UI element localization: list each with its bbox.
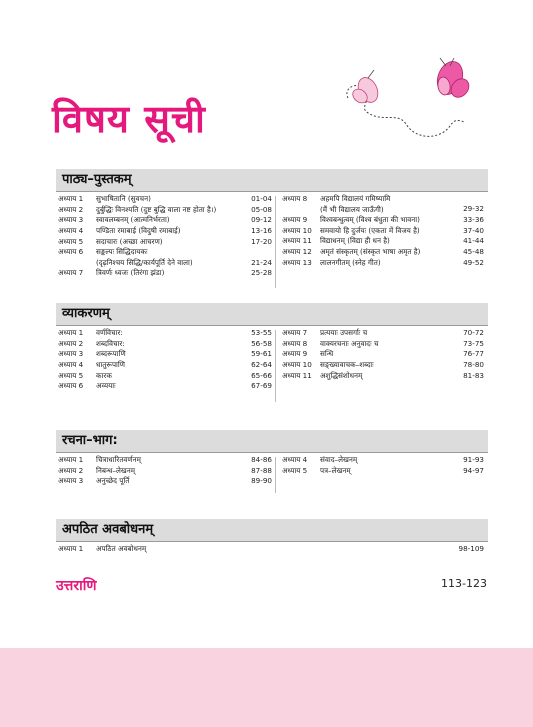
section-heading: व्याकरणम् [56,303,488,326]
section-heading: रचना–भाग: [56,430,488,453]
section-apathit [56,519,488,560]
toc-row[interactable]: अध्याय 11 अशुद्धिसंशोधनम् 81-83 [282,370,484,380]
toc-row[interactable]: अध्याय 2 निबन्ध–लेखनम् 87-88 [58,465,272,475]
toc-row[interactable]: अध्याय 6 अव्ययाः 67-69 [58,381,272,391]
toc-row[interactable]: अध्याय 13 लालनगीतम् (स्नेह गीत) 49-52 [282,257,484,267]
toc-row[interactable]: अध्याय 8 वाक्यरचनाः अनुवादः च 73-75 [282,338,484,348]
section-rachana [56,430,488,495]
toc-row[interactable]: अध्याय 3 शब्दरूपाणि 59-61 [58,349,272,359]
toc-row[interactable]: अध्याय 4 धातुरूपाणि 62-64 [58,360,272,370]
toc-row[interactable]: अध्याय 4 पण्डिता रमाबाई (विदुषी रमाबाई) 13-16 [58,226,272,236]
butterfly-icon [340,56,480,148]
toc-row[interactable]: अध्याय 5 सदाचारः (अच्छा आचरण) 17-20 [58,236,272,246]
toc-row[interactable]: अध्याय 9 विश्वबन्धुत्वम् (विश्व बंधुता की भावना) 33-36 [282,214,484,224]
toc-row[interactable]: अध्याय 2 शब्दविचार: 56-58 [58,338,272,348]
answers-page-range: 113-123 [441,577,487,590]
toc-row[interactable]: अध्याय 7 त्रिवर्णः ध्वजः (तिरंगा झंडा) 25-28 [58,268,272,278]
section-pathya [56,169,488,290]
toc-row[interactable]: अध्याय 12 अमृतं संस्कृतम् (संस्कृत भाषा अमृत है) 45-48 [282,247,484,257]
toc-row[interactable]: अध्याय 8 अहमपि विद्यालयं गमिष्यामि (मैं भी विद्यालय जाऊँगी) 29-32 [282,194,484,214]
toc-row[interactable]: अध्याय 3 स्वावलम्बनम् (आत्मनिर्भरता) 09-12 [58,215,272,225]
toc-row[interactable]: अध्याय 1 वर्णविचार: 53-55 [58,327,272,337]
toc-row[interactable]: अध्याय 1 अपठित अवबोधनम् 98-109 [58,543,484,553]
page-title: विषय सूची [52,97,206,141]
section-heading: पाठ्य–पुस्तकम् [56,169,488,192]
toc-row[interactable]: अध्याय 2 दुर्बुद्धिः विनश्यति (दुष्ट बुद्धि वाला नष्ट होता है।) 05-08 [58,204,272,214]
toc-row[interactable]: अध्याय 10 समवायो हि दुर्जयः (एकता में विजय है) 37-40 [282,225,484,235]
toc-row[interactable]: अध्याय 1 चित्राधारितवर्णनम् 84-86 [58,454,272,464]
toc-row[interactable]: अध्याय 4 संवाद–लेखनम् 91-93 [282,454,484,464]
toc-row[interactable]: अध्याय 3 अनुच्छेद पूर्ति 89-90 [58,476,272,486]
toc-row[interactable]: अध्याय 11 विद्याधनम् (विद्या ही धन है) 41-44 [282,236,484,246]
section-vyakaranam [56,303,488,404]
toc-row[interactable]: अध्याय 5 कारक 65-66 [58,370,272,380]
toc-row[interactable]: अध्याय 10 सङ्ख्यावाचक–शब्दाः 78-80 [282,360,484,370]
answers-heading[interactable]: उत्तराणि [56,578,97,594]
toc-row[interactable]: अध्याय 6 सङ्कल्पः सिद्धिदायकः (दृढ़निश्चय सिद्धि/कार्यपूर्ति देने वाला) 21-24 [58,247,272,268]
toc-row[interactable]: अध्याय 1 सुभाषितानि (सुवचन) 01-04 [58,193,272,203]
toc-row[interactable]: अध्याय 9 सन्धि 76-77 [282,349,484,359]
toc-row[interactable]: अध्याय 5 पत्र–लेखनम् 94-97 [282,465,484,475]
footer-band [0,648,533,727]
toc-row[interactable]: अध्याय 7 प्रत्ययाः उपसर्गाः च 70-72 [282,327,484,337]
section-heading: अपठित अवबोधनम् [56,519,488,542]
